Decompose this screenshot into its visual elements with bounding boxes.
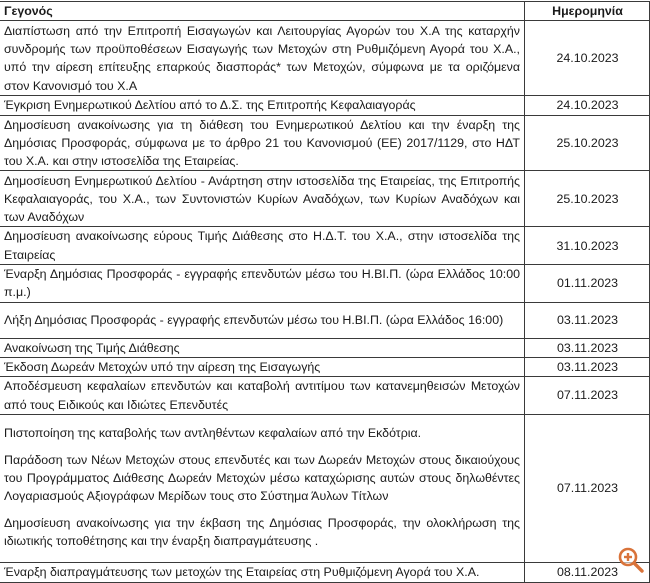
event-paragraph: Πιστοποίηση της καταβολής των αντληθέντων κεφαλαίων από την Εκδότρια. (4, 426, 422, 441)
event-cell: Ανακοίνωση της Τιμής Διάθεσης (0, 338, 525, 357)
event-paragraph: Παράδοση των Νέων Μετοχών στους επενδυτές και των Δωρεάν Μετοχών στους δικαιούχους του Προγράμματος Διάθεσης Δωρεάν Μετοχών μέσω καταχώρισης αυτών στους δηλωθέντες Λογαριασμούς Αξιογράφων Μερίδων τους στο Σύστημα Άυλων Τίτλων (4, 452, 520, 504)
table-row (0, 338, 650, 357)
date-cell: 03.11.2023 (525, 302, 650, 338)
event-cell: Δημοσίευση ανακοίνωσης εύρους Τιμής Διάθεσης στο Η.Δ.Τ. του Χ.Α., στην ιστοσελίδα της Εταιρείας (0, 227, 525, 265)
event-cell: Έκδοση Δωρεάν Μετοχών υπό την αίρεση της Εισαγωγής (0, 357, 525, 376)
event-cell: Διαπίστωση από την Επιτροπή Εισαγωγών και Λειτουργίας Αγορών του Χ.Α της καταρχήν συνδρομής των προϋποθέσεων Εισαγωγής των Μετοχών στη Ρυθμιζόμενη Αγορά του Χ.Α., υπό την αίρεση επίτευξης επαρκούς διασποράς* των Μετοχών, σύμφωνα με τα οριζόμενα στον Κανονισμό του Χ.Α (0, 21, 525, 96)
zoom-in-icon[interactable] (617, 546, 645, 574)
date-cell: 07.11.2023 (525, 377, 650, 415)
event-cell: Έγκριση Ενημερωτικού Δελτίου από το Δ.Σ. της Επιτροπής Κεφαλαιαγοράς (0, 96, 525, 115)
table-row (0, 227, 650, 265)
header-date: Ημερομηνία (525, 2, 650, 21)
table-row (0, 414, 650, 562)
date-cell: 03.11.2023 (525, 357, 650, 376)
date-cell: 25.10.2023 (525, 171, 650, 227)
event-cell (0, 414, 525, 562)
event-cell: Δημοσίευση ανακοίνωσης για τη διάθεση του Ενημερωτικού Δελτίου και την έναρξη της Δημόσιας Προσφοράς, σύμφωνα με το άρθρο 21 του Κανονισμού (ΕΕ) 2017/1129, στο ΗΔΤ του Χ.Α. και στην ιστοσελίδα της Εταιρείας. (0, 115, 525, 171)
table-row (0, 171, 650, 227)
date-cell: 25.10.2023 (525, 115, 650, 171)
date-cell: 03.11.2023 (525, 338, 650, 357)
event-cell: Αποδέσμευση κεφαλαίων επενδυτών και καταβολή αντιτίμου των κατανεμηθεισών Μετοχών από τους Ειδικούς και Ιδιώτες Επενδυτές (0, 377, 525, 415)
event-cell: Έναρξη διαπραγμάτευσης των μετοχών της Εταιρείας στη Ρυθμιζόμενη Αγορά του Χ.Α. (0, 562, 525, 582)
table-row (0, 377, 650, 415)
table-row (0, 21, 650, 96)
event-cell: Δημοσίευση Ενημερωτικού Δελτίου - Ανάρτηση στην ιστοσελίδα της Εταιρείας, της Επιτροπής Κεφαλαιαγοράς, του Χ.Α., των Συντονιστών Κυρίων Αναδόχων, των Κυρίων Αναδόχων και των Αναδόχων (0, 171, 525, 227)
ipo-timetable (0, 1, 650, 583)
date-cell: 31.10.2023 (525, 227, 650, 265)
header-event: Γεγονός (0, 2, 525, 21)
event-paragraph: Δημοσίευση ανακοίνωσης για την έκβαση της Δημόσιας Προσφοράς, την ολοκλήρωση της ιδιωτικής τοποθέτησης και την έναρξη διαπραγμάτευσης . (4, 515, 520, 548)
date-cell: 07.11.2023 (525, 414, 650, 562)
table-row (0, 562, 650, 582)
event-cell: Έναρξη Δημόσιας Προσφοράς - εγγραφής επενδυτών μέσω του Η.ΒΙ.Π. (ώρα Ελλάδος 10:00 π.μ.) (0, 265, 525, 303)
table-header-row (0, 2, 650, 21)
date-cell: 24.10.2023 (525, 96, 650, 115)
table-row (0, 357, 650, 376)
date-cell: 24.10.2023 (525, 21, 650, 96)
table-row (0, 302, 650, 338)
table-row (0, 265, 650, 303)
date-cell: 08.11.2023 (525, 562, 650, 582)
table-row (0, 115, 650, 171)
event-cell: Λήξη Δημόσιας Προσφοράς - εγγραφής επενδυτών μέσω του Η.ΒΙ.Π. (ώρα Ελλάδος 16:00) (0, 302, 525, 338)
table-row (0, 96, 650, 115)
date-cell: 01.11.2023 (525, 265, 650, 303)
